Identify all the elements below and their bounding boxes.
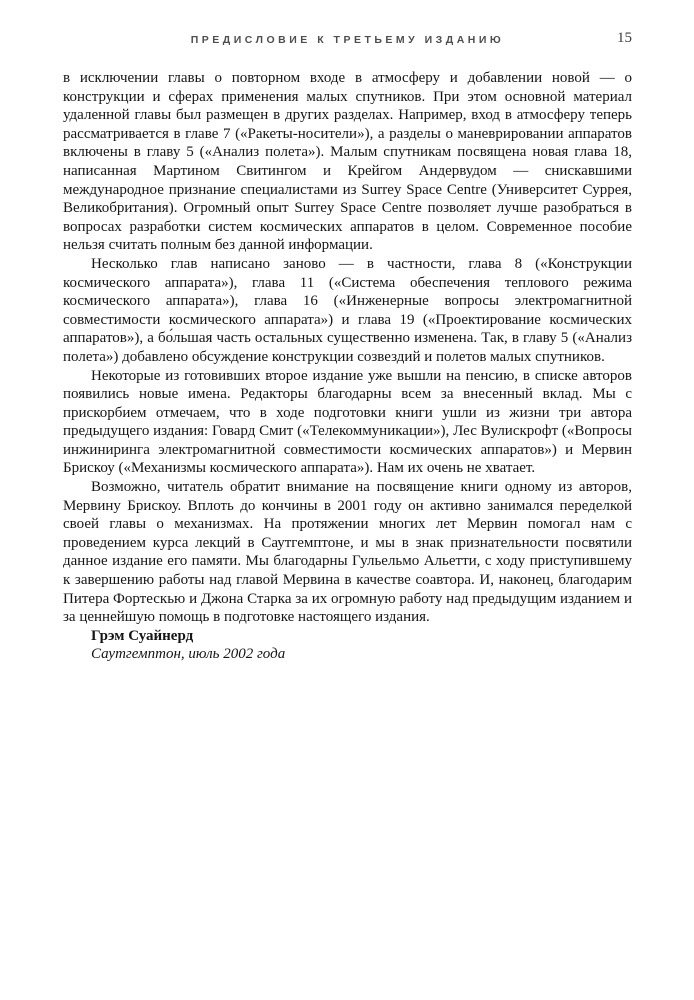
paragraph-2: Несколько глав написано заново — в частности, глава 8 («Конструкции космического аппарата»), глава 11 («Система обеспечения теплового режима космического аппарата»), глава 16 («Инженерные вопросы электромагнитной совместимости космического аппарата») и глава 19 («Проектирование космических аппаратов»), а бо́льшая часть остальных существенно изменена. Так, в главу 5 («Анализ полета») добавлено обсуждение конструкции созвездий и полетов малых спутников.: [63, 255, 632, 365]
author-signature: Грэм Суайнерд: [91, 627, 194, 644]
paragraph-4: Возможно, читатель обратит внимание на посвящение книги одному из авторов, Мервину Брискоу. Вплоть до кончины в 2001 году он активно занимался переделкой своей главы о механизмах. На протяжении многих лет Мервин помогал нам с проведением курса лекций в Саутгемптоне, и мы в знак признательности посвятили данное издание его памяти. Мы благодарны Гульельмо Альетти, с ходу приступившему к завершению работы над главой Мервина в качестве соавтора. И, наконец, благодарим Питера Фортескью и Джона Старка за их огромную работу над предыдущим изданием и за ценнейшую помощь в подготовке настоящего издания.: [63, 479, 632, 626]
running-header: [63, 30, 632, 51]
page-number: 15: [617, 30, 632, 46]
text-body: [63, 69, 632, 664]
paragraph-3: Некоторые из готовивших второе издание уже вышли на пенсию, в списке авторов появились новые имена. Редакторы благодарны всем за внесенный вклад. Мы с прискорбием отмечаем, что в ходе подготовки книги ушли из жизни три автора предыдущего издания: Говард Смит («Телекоммуникации»), Лес Вулискрофт («Вопросы инжиниринга электромагнитной совместимости космических аппаратов») и Мервин Брискоу («Механизмы космического аппарата»). Нам их очень не хватает.: [63, 367, 632, 477]
paragraph-1: в исключении главы о повторном входе в атмосферу и добавлении новой — о конструкции и сферах применения малых спутников. При этом основной материал удаленной главы был размещен в других разделах. Например, вход в атмосферу теперь рассматривается в главе 7 («Ракеты-носители»), а разделы о маневрировании аппаратов включены в главу 5 («Анализ полета»). Малым спутникам посвящена новая глава 18, написанная Мартином Свитингом и Крейгом Андервудом — снискавшими международное признание специалистами из Surrey Space Centre (Университет Суррея, Великобритания). Огромный опыт Surrey Space Centre позволяет лучше разобраться в вопросах разработки систем космических аппаратов в целом. Современное пособие нельзя считать полным без данной информации.: [63, 70, 632, 254]
signature-place-date: Саутгемптон, июль 2002 года: [91, 646, 286, 663]
running-header-title: ПРЕДИСЛОВИЕ К ТРЕТЬЕМУ ИЗДАНИЮ: [190, 34, 505, 46]
